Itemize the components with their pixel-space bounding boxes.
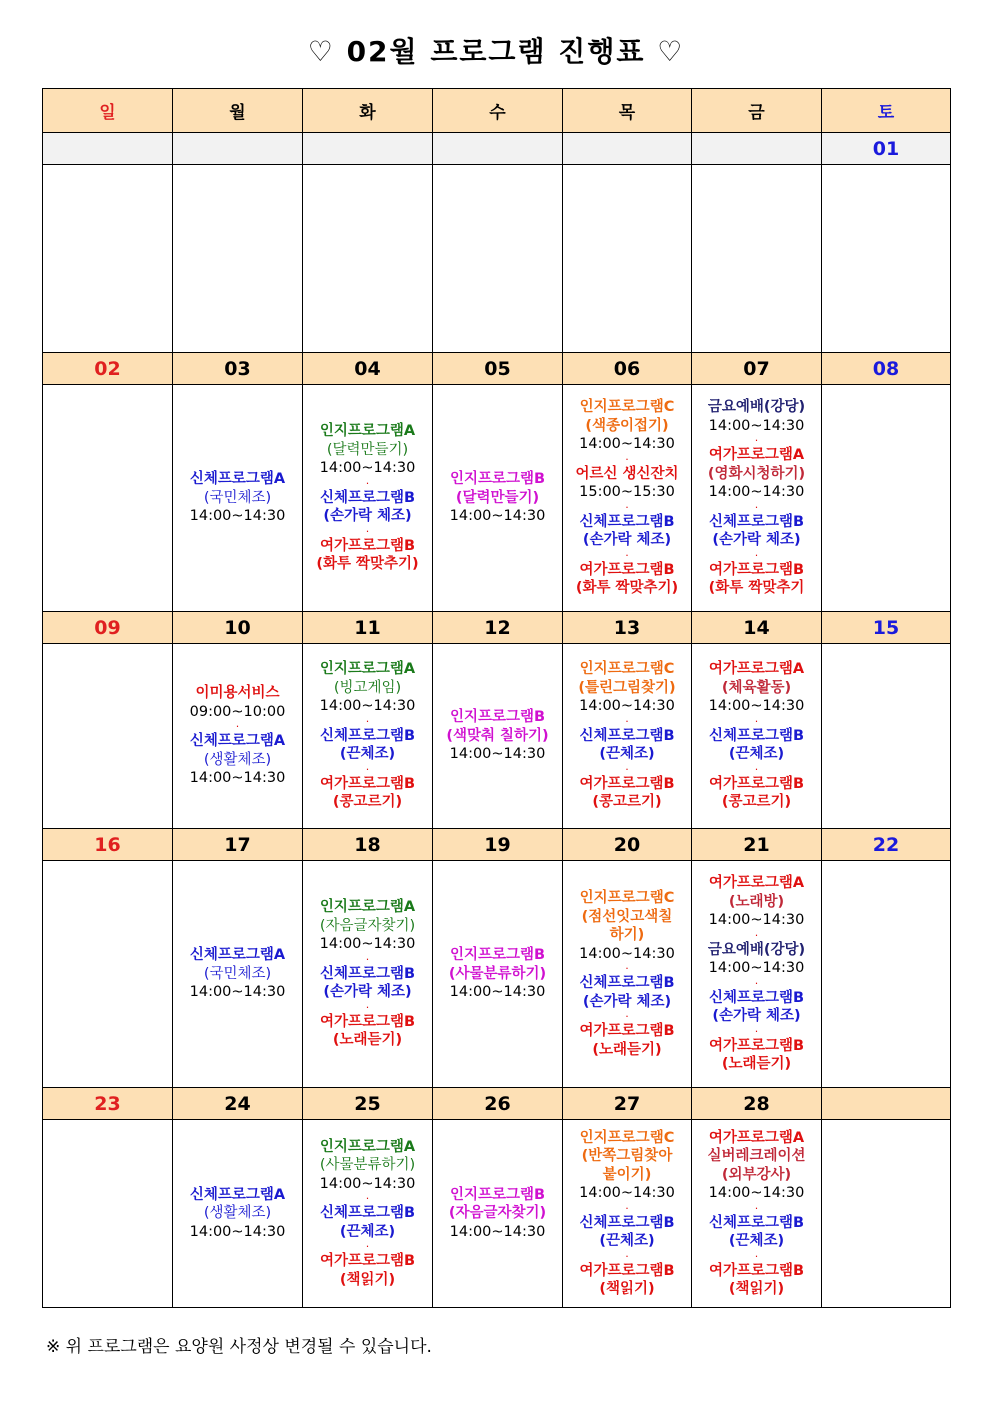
schedule-cell bbox=[692, 165, 822, 353]
date-cell bbox=[43, 133, 173, 165]
program-line: 14:00~14:30 bbox=[449, 1223, 546, 1240]
program-line: (화투 짝맞추기 bbox=[708, 580, 805, 597]
program-line: (손가락 체조) bbox=[323, 984, 412, 1001]
separator-dot: · bbox=[625, 549, 629, 561]
program-line: 14:00~14:30 bbox=[579, 436, 675, 453]
schedule-cell bbox=[563, 165, 692, 353]
program-line: 여가프로그램B bbox=[579, 1262, 675, 1279]
date-cell: 01 bbox=[822, 133, 951, 165]
program-line: 인지프로그램C bbox=[579, 1129, 675, 1146]
program-line: 14:00~14:30 bbox=[708, 698, 805, 715]
program-line: 14:00~14:30 bbox=[189, 508, 286, 525]
separator-dot: · bbox=[365, 763, 370, 775]
program-line: 금요예배(강당) bbox=[707, 399, 806, 416]
schedule-cell bbox=[433, 861, 563, 1088]
program-line: 14:00~14:30 bbox=[319, 1175, 416, 1192]
schedule-cell bbox=[43, 385, 173, 612]
program-line: 어르신 생신잔치 bbox=[575, 465, 679, 482]
program-line: 신체프로그램B bbox=[708, 727, 805, 744]
date-cell: 10 bbox=[173, 612, 303, 644]
program-line: 14:00~14:30 bbox=[319, 698, 416, 715]
separator-dot: · bbox=[754, 435, 759, 447]
program-line: 14:00~14:30 bbox=[319, 936, 416, 953]
program-line: 신체프로그램B bbox=[319, 965, 416, 982]
program-line: 인지프로그램B bbox=[449, 1186, 546, 1203]
schedule-cell bbox=[563, 644, 692, 829]
program-line: 14:00~14:30 bbox=[708, 960, 805, 977]
program-line: (색맞춰 칠하기) bbox=[446, 727, 549, 744]
program-line: 인지프로그램B bbox=[449, 709, 546, 726]
program-line: 14:00~14:30 bbox=[708, 417, 805, 434]
program-line: 신체프로그램B bbox=[319, 1205, 416, 1222]
program-line: 신체프로그램B bbox=[579, 1214, 675, 1231]
program-line: 실버레크레이션 bbox=[707, 1148, 806, 1164]
program-line: 신체프로그램A bbox=[189, 733, 286, 750]
program-line: (달력만들기) bbox=[326, 441, 409, 458]
program-line: 여가프로그램B bbox=[708, 1262, 805, 1279]
program-line: (노래듣기) bbox=[592, 1041, 662, 1058]
separator-dot: · bbox=[625, 715, 629, 727]
program-line: (손가락 체조) bbox=[712, 532, 801, 549]
program-line: (생활체조) bbox=[203, 751, 272, 768]
program-line: (빙고게임) bbox=[333, 679, 402, 696]
separator-dot: · bbox=[754, 1250, 759, 1262]
program-line: 15:00~15:30 bbox=[579, 484, 675, 501]
schedule-cell bbox=[433, 165, 563, 353]
program-line: (반쪽그림찾아 bbox=[581, 1148, 673, 1164]
program-line: (자음글자찾기) bbox=[448, 1205, 547, 1222]
program-line: 신체프로그램B bbox=[319, 727, 416, 744]
program-line: (체육활동) bbox=[721, 679, 792, 696]
program-line: (영화시청하기) bbox=[707, 465, 806, 482]
schedule-cell bbox=[173, 644, 303, 829]
date-row bbox=[43, 353, 951, 385]
program-line: (손가락 체조) bbox=[712, 1008, 801, 1025]
program-line: (끈체조) bbox=[599, 1233, 655, 1249]
program-line: 여가프로그램A bbox=[708, 875, 805, 892]
program-line: 14:00~14:30 bbox=[579, 1185, 675, 1201]
program-line: 여가프로그램B bbox=[579, 1023, 675, 1039]
schedule-cell bbox=[173, 861, 303, 1088]
separator-dot: · bbox=[365, 525, 370, 537]
program-line: (자음글자찾기) bbox=[319, 917, 416, 934]
program-line: 인지프로그램C bbox=[579, 399, 675, 416]
date-cell: 25 bbox=[303, 1088, 433, 1120]
date-cell: 16 bbox=[43, 829, 173, 861]
program-line: (콩고르기) bbox=[592, 794, 662, 811]
schedule-cell bbox=[433, 1120, 563, 1308]
weekday-sat: 토 bbox=[822, 89, 951, 133]
program-line: (틀린그림찾기) bbox=[578, 679, 676, 696]
program-line: 여가프로그램B bbox=[319, 775, 416, 792]
date-cell bbox=[692, 133, 822, 165]
schedule-cell bbox=[692, 1120, 822, 1308]
footer-note: ※ 위 프로그램은 요양원 사정상 변경될 수 있습니다. bbox=[46, 1337, 432, 1357]
program-line: 신체프로그램B bbox=[319, 489, 416, 506]
date-cell: 15 bbox=[822, 612, 951, 644]
date-row bbox=[43, 1088, 951, 1120]
separator-dot: · bbox=[754, 763, 759, 775]
separator-dot: · bbox=[625, 1202, 629, 1214]
schedule-cell bbox=[173, 165, 303, 353]
program-line: 신체프로그램A bbox=[189, 947, 286, 964]
program-line: (점선잇고색칠 bbox=[581, 908, 673, 925]
weekday-fri: 금 bbox=[692, 89, 822, 133]
program-line: 여가프로그램A bbox=[708, 661, 805, 678]
date-cell: 14 bbox=[692, 612, 822, 644]
date-cell: 06 bbox=[563, 353, 692, 385]
separator-dot: · bbox=[625, 963, 629, 974]
separator-dot: · bbox=[365, 1241, 370, 1253]
program-line: 인지프로그램C bbox=[579, 661, 675, 678]
page-title: ♡ 02월 프로그램 진행표 ♡ bbox=[307, 35, 685, 68]
separator-dot: · bbox=[625, 1011, 629, 1022]
date-cell bbox=[433, 133, 563, 165]
schedule-cell bbox=[303, 644, 433, 829]
separator-dot: · bbox=[754, 1025, 759, 1037]
schedule-cell bbox=[822, 1120, 951, 1308]
program-line: 인지프로그램A bbox=[319, 899, 416, 916]
separator-dot: · bbox=[365, 1193, 370, 1205]
program-line: 여가프로그램B bbox=[319, 1013, 416, 1030]
schedule-cell bbox=[173, 385, 303, 612]
separator-dot: · bbox=[754, 977, 759, 989]
program-line: (책읽기) bbox=[599, 1281, 655, 1297]
program-line: 금요예배(강당) bbox=[707, 941, 806, 958]
program-line: 14:00~14:30 bbox=[189, 1223, 286, 1240]
program-line: 여가프로그램B bbox=[708, 561, 805, 578]
schedule-cell bbox=[43, 644, 173, 829]
date-cell: 24 bbox=[173, 1088, 303, 1120]
program-line: (손가락 체조) bbox=[323, 508, 412, 525]
program-line: (끈체조) bbox=[728, 1233, 785, 1249]
separator-dot: · bbox=[365, 1001, 370, 1013]
schedule-cell bbox=[303, 385, 433, 612]
separator-dot: · bbox=[625, 763, 629, 775]
date-cell: 12 bbox=[433, 612, 563, 644]
schedule-cell bbox=[822, 385, 951, 612]
program-line: (끈체조) bbox=[728, 746, 785, 763]
program-line: 14:00~14:30 bbox=[579, 698, 675, 715]
program-line: 여가프로그램B bbox=[319, 537, 416, 554]
program-line: (노래방) bbox=[728, 893, 785, 910]
date-cell: 09 bbox=[43, 612, 173, 644]
date-cell: 19 bbox=[433, 829, 563, 861]
schedule-row bbox=[43, 1120, 951, 1308]
schedule-cell bbox=[303, 165, 433, 353]
program-line: 인지프로그램A bbox=[319, 423, 416, 440]
program-line: 14:00~14:30 bbox=[189, 984, 286, 1001]
schedule-cell bbox=[433, 385, 563, 612]
date-cell: 23 bbox=[43, 1088, 173, 1120]
separator-dot: · bbox=[754, 549, 759, 561]
program-line: 이미용서비스 bbox=[195, 685, 280, 702]
program-line: 14:00~14:30 bbox=[708, 912, 805, 929]
schedule-cell bbox=[563, 861, 692, 1088]
program-line: 09:00~10:00 bbox=[189, 703, 286, 720]
schedule-cell bbox=[822, 644, 951, 829]
program-line: 14:00~14:30 bbox=[449, 984, 546, 1001]
date-cell: 20 bbox=[563, 829, 692, 861]
schedule-cell bbox=[822, 861, 951, 1088]
separator-dot: · bbox=[365, 953, 370, 965]
program-line: 붙이기) bbox=[602, 1166, 652, 1183]
program-calendar bbox=[42, 88, 951, 1308]
schedule-cell bbox=[563, 385, 692, 612]
program-line: 여가프로그램B bbox=[319, 1253, 416, 1270]
program-line: (사물분류하기) bbox=[448, 965, 547, 982]
program-line: 14:00~14:30 bbox=[449, 508, 546, 525]
program-line: 신체프로그램B bbox=[708, 513, 805, 530]
program-line: 14:00~14:30 bbox=[708, 1185, 805, 1201]
schedule-cell bbox=[433, 644, 563, 829]
weekday-header-row bbox=[43, 89, 951, 133]
program-line: (끈체조) bbox=[339, 1223, 396, 1240]
schedule-cell bbox=[692, 861, 822, 1088]
date-row bbox=[43, 612, 951, 644]
program-line: (콩고르기) bbox=[721, 794, 792, 811]
separator-dot: · bbox=[754, 501, 759, 513]
program-line: 14:00~14:30 bbox=[579, 945, 675, 962]
program-line: (외부강사) bbox=[721, 1166, 792, 1183]
date-cell bbox=[173, 133, 303, 165]
program-line: (화투 짝맞추기) bbox=[575, 580, 679, 597]
program-line: 하기) bbox=[609, 927, 645, 943]
program-line: 14:00~14:30 bbox=[319, 460, 416, 477]
date-row bbox=[43, 829, 951, 861]
date-cell: 21 bbox=[692, 829, 822, 861]
schedule-cell bbox=[43, 1120, 173, 1308]
schedule-row bbox=[43, 861, 951, 1088]
schedule-cell bbox=[822, 165, 951, 353]
date-cell: 08 bbox=[822, 353, 951, 385]
program-line: 신체프로그램B bbox=[579, 727, 675, 744]
weekday-sun: 일 bbox=[43, 89, 173, 133]
program-line: (노래듣기) bbox=[721, 1056, 792, 1073]
date-cell: 17 bbox=[173, 829, 303, 861]
program-line: (끈체조) bbox=[339, 746, 396, 763]
separator-dot: · bbox=[625, 1250, 629, 1262]
program-line: 여가프로그램B bbox=[579, 561, 675, 578]
program-line: 인지프로그램A bbox=[319, 661, 416, 678]
date-cell: 26 bbox=[433, 1088, 563, 1120]
schedule-cell bbox=[303, 1120, 433, 1308]
program-line: (노래듣기) bbox=[332, 1032, 403, 1049]
separator-dot: · bbox=[754, 1202, 759, 1214]
schedule-cell bbox=[43, 165, 173, 353]
program-line: 인지프로그램C bbox=[579, 890, 675, 906]
program-line: 여가프로그램A bbox=[708, 447, 805, 464]
program-line: (국민체조) bbox=[203, 965, 272, 982]
schedule-row bbox=[43, 165, 951, 353]
weekday-mon: 월 bbox=[173, 89, 303, 133]
schedule-cell bbox=[303, 861, 433, 1088]
program-line: 여가프로그램B bbox=[708, 1037, 805, 1054]
schedule-cell bbox=[692, 644, 822, 829]
program-line: (끈체조) bbox=[599, 746, 655, 763]
program-line: 여가프로그램B bbox=[579, 775, 675, 792]
schedule-row bbox=[43, 385, 951, 612]
program-line: (국민체조) bbox=[203, 489, 272, 506]
separator-dot: · bbox=[625, 501, 629, 513]
weekday-thu: 목 bbox=[563, 89, 692, 133]
schedule-cell bbox=[692, 385, 822, 612]
program-line: (콩고르기) bbox=[332, 794, 403, 811]
program-line: 인지프로그램B bbox=[449, 471, 546, 488]
program-line: 신체프로그램A bbox=[189, 471, 286, 488]
separator-dot: · bbox=[754, 715, 759, 727]
program-line: 신체프로그램B bbox=[579, 513, 675, 530]
date-cell: 22 bbox=[822, 829, 951, 861]
program-line: (책읽기) bbox=[339, 1271, 396, 1288]
program-line: 14:00~14:30 bbox=[189, 770, 286, 787]
date-cell: 03 bbox=[173, 353, 303, 385]
separator-dot: · bbox=[235, 721, 240, 733]
date-cell: 02 bbox=[43, 353, 173, 385]
schedule-cell bbox=[563, 1120, 692, 1308]
separator-dot: · bbox=[365, 715, 370, 727]
program-line: (손가락 체조) bbox=[582, 993, 672, 1010]
weekday-tue: 화 bbox=[303, 89, 433, 133]
program-line: (달력만들기) bbox=[455, 489, 540, 506]
separator-dot: · bbox=[625, 453, 629, 465]
schedule-cell bbox=[43, 861, 173, 1088]
program-line: 14:00~14:30 bbox=[708, 484, 805, 501]
program-line: 여가프로그램B bbox=[708, 775, 805, 792]
date-cell: 13 bbox=[563, 612, 692, 644]
program-line: 인지프로그램A bbox=[319, 1138, 416, 1155]
date-cell: 04 bbox=[303, 353, 433, 385]
date-cell bbox=[303, 133, 433, 165]
date-row bbox=[43, 133, 951, 165]
program-line: 신체프로그램B bbox=[708, 989, 805, 1006]
date-cell: 11 bbox=[303, 612, 433, 644]
program-line: 신체프로그램B bbox=[708, 1214, 805, 1231]
program-line: 여가프로그램A bbox=[708, 1129, 805, 1146]
separator-dot: · bbox=[754, 929, 759, 941]
weekday-wed: 수 bbox=[433, 89, 563, 133]
date-cell: 07 bbox=[692, 353, 822, 385]
program-line: (사물분류하기) bbox=[319, 1157, 416, 1174]
program-line: (색종이접기) bbox=[585, 417, 669, 434]
separator-dot: · bbox=[365, 477, 370, 489]
program-line: (생활체조) bbox=[203, 1205, 272, 1222]
program-line: (화투 짝맞추기) bbox=[316, 556, 419, 573]
date-cell: 05 bbox=[433, 353, 563, 385]
date-cell bbox=[822, 1088, 951, 1120]
date-cell: 18 bbox=[303, 829, 433, 861]
program-line: (손가락 체조) bbox=[582, 532, 672, 549]
date-cell bbox=[563, 133, 692, 165]
program-line: 14:00~14:30 bbox=[449, 746, 546, 763]
program-line: 신체프로그램B bbox=[579, 975, 675, 991]
program-line: (책읽기) bbox=[728, 1281, 785, 1297]
date-cell: 27 bbox=[563, 1088, 692, 1120]
program-line: 신체프로그램A bbox=[189, 1186, 286, 1203]
schedule-row bbox=[43, 644, 951, 829]
program-line: 인지프로그램B bbox=[449, 947, 546, 964]
date-cell: 28 bbox=[692, 1088, 822, 1120]
schedule-cell bbox=[173, 1120, 303, 1308]
